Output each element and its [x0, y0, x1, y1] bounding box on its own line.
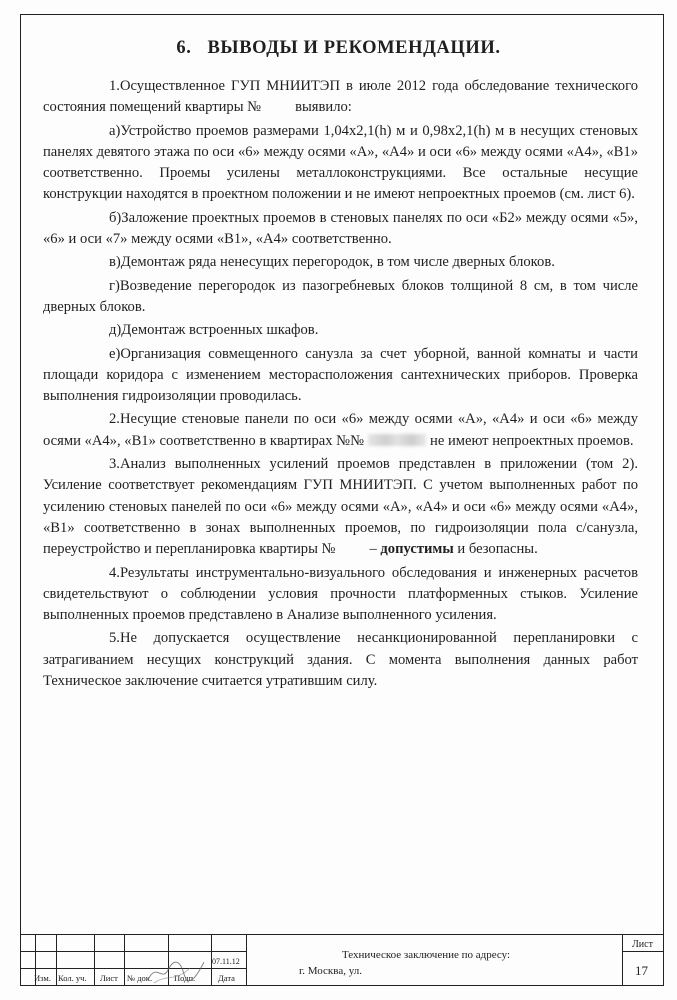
paragraph-text: и безопасны.	[457, 541, 538, 558]
title-block-row-line	[622, 951, 664, 952]
paragraph-2	[43, 409, 638, 452]
section-heading	[0, 38, 677, 59]
paragraph-text: Демонтаж ряда ненесущих перегородок, в том числе дверных блоков.	[120, 254, 555, 271]
list-marker: г)	[109, 277, 120, 294]
section-title: ВЫВОДЫ И РЕКОМЕНДАЦИИ.	[207, 38, 501, 58]
title-block-col-line	[94, 935, 95, 986]
list-marker: а)	[109, 122, 121, 139]
paragraph-text: Устройство проемов размерами 1,04х2,1(h) м и 0,98х2,1(h) м в несущих стеновых панелях девятого этажа по оси «6» между осями «А», «А4» и оси «6» между осями «А4», «В1» соответственно. Проемы усилены металлоконструкциями. Все остальные несущие конструкции находятся в проектном положении и не имеют непроектных проемов (см. лист 6).	[43, 122, 638, 203]
handwritten-signature	[146, 956, 206, 984]
paragraph-text: Осуществленное ГУП МНИИТЭП в июле 2012 года обследование технического состояния помещений квартиры №	[43, 78, 638, 116]
list-marker: б)	[109, 209, 122, 226]
paragraph-text: Результаты инструментально-визуального обследования и инженерных расчетов свидетельствуют о соблюдении условия прочности платформенных стыков. Усиление выполненных проемов представлено в Анализе выполненного усиления.	[43, 564, 638, 624]
list-marker: д)	[109, 322, 122, 339]
paragraph-e	[43, 344, 638, 408]
list-marker: 5.	[109, 630, 120, 647]
paragraph-text: Демонтаж встроенных шкафов.	[121, 322, 319, 339]
redacted-apartment-numbers	[368, 434, 426, 446]
paragraph-a	[43, 121, 638, 206]
list-marker: в)	[109, 254, 121, 271]
list-marker: 3.	[109, 456, 120, 473]
signature-date: 07.11.12	[212, 957, 240, 966]
header-signature: Подп.	[174, 973, 196, 983]
paragraph-3	[43, 454, 638, 560]
title-block-col-line	[124, 935, 125, 986]
sheet-number: 17	[635, 963, 648, 978]
list-marker: 2.	[109, 411, 120, 428]
list-marker: 4.	[109, 564, 120, 581]
paragraph-text: не имеют непроектных проемов.	[430, 432, 634, 449]
paragraph-text: Анализ выполненных усилений проемов представлен в приложении (том 2). Усиление соответствует рекомендациям ГУП МНИИТЭП. С учетом выполненных работ по усилению стеновых панелей по оси «6» между осями «А», «А4» и оси «6» между осями «А4», «В1» соответственно в зонах выполненных проемов, по гидроизоляции пола с/санузла, переустройство и перепланировка квартиры №	[43, 456, 638, 558]
paragraph-1	[43, 76, 638, 119]
dash: –	[369, 541, 377, 558]
document-body	[43, 76, 638, 692]
header-list: Лист	[100, 973, 118, 983]
paragraph-text: выявило:	[295, 99, 352, 116]
paragraph-text: Возведение перегородок из пазогребневых блоков толщиной 8 см, в том числе дверных блоков.	[43, 277, 638, 315]
section-number: 6.	[176, 38, 192, 58]
paragraph-5	[43, 628, 638, 692]
title-block-row-line	[20, 951, 246, 952]
paragraph-text: Не допускается осуществление несанкционированной перепланировки с затрагиванием несущих конструкций здания. С момента выполнения данных работ Техническое заключение считается утратившим силу.	[43, 630, 638, 690]
header-date: Дата	[218, 973, 235, 983]
list-marker: е)	[109, 345, 121, 362]
title-block-col-line	[56, 935, 57, 986]
description-line-2: г. Москва, ул.	[299, 965, 362, 977]
paragraph-text: Несущие стеновые панели по оси «6» между осями «А», «А4» и оси «6» между осями «А4», «В1» соответственно в квартирах №№	[43, 411, 638, 449]
title-block-row-line	[20, 968, 246, 969]
paragraph-v	[43, 252, 638, 273]
sheet-label: Лист	[632, 939, 653, 950]
paragraph-b	[43, 208, 638, 251]
list-marker: 1.	[109, 78, 120, 94]
header-izm: Изм.	[34, 973, 51, 983]
paragraph-d	[43, 320, 638, 341]
title-block	[20, 934, 664, 986]
paragraph-text: Организация совмещенного санузла за счет уборной, ванной комнаты и части площади коридора с изменением месторасположения сантехнических приборов. Проверка выполнения гидроизоляции проводилась.	[43, 345, 638, 405]
title-block-col-line	[246, 935, 247, 986]
paragraph-text: Заложение проектных проемов в стеновых панелях по оси «Б2» между осями «5», «6» и оси «7» между осями «В1», «А4» соответственно.	[43, 209, 638, 248]
title-block-col-line	[622, 935, 623, 986]
bold-verdict: допустимы	[380, 541, 454, 558]
header-kol-uch: Кол. уч.	[58, 973, 87, 983]
paragraph-g	[43, 276, 638, 319]
description-line-1: Техническое заключение по адресу:	[342, 949, 511, 961]
paragraph-4	[43, 563, 638, 627]
header-doc-no: № док.	[127, 973, 153, 983]
